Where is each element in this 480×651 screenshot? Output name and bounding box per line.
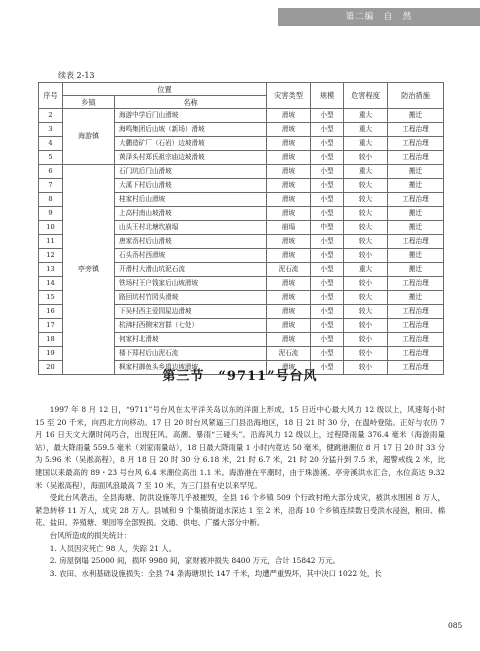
danger-cell: 重大 [344, 123, 388, 137]
scale-cell: 小型 [311, 305, 344, 319]
name-cell: 黄泽头村郑氏祖宗庙边坡滑坡 [115, 151, 267, 165]
hazard-table [38, 82, 444, 375]
scale-cell: 小型 [311, 347, 344, 361]
name-cell: 石门坑后门山滑坡 [115, 165, 267, 179]
name-cell: 唐家岙村后山滑坡 [115, 235, 267, 249]
name-cell: 大鹏造矿厂（石岩）边坡滑坡 [115, 137, 267, 151]
scale-cell: 中型 [311, 221, 344, 235]
danger-cell: 较小 [344, 151, 388, 165]
measure-cell: 工程治理 [388, 361, 444, 375]
scale-cell: 小型 [311, 207, 344, 221]
type-cell: 滑坡 [267, 109, 311, 123]
measure-cell: 工程治理 [388, 347, 444, 361]
danger-cell: 较小 [344, 347, 388, 361]
type-cell: 滑坡 [267, 333, 311, 347]
header-location: 位置 [63, 83, 267, 96]
scale-cell: 小型 [311, 319, 344, 333]
seq-cell: 3 [39, 123, 63, 137]
name-cell: 海游中学后门山滑坡 [115, 109, 267, 123]
danger-cell: 重大 [344, 165, 388, 179]
measure-cell: 搬迁 [388, 165, 444, 179]
measure-cell: 工程治理 [388, 333, 444, 347]
type-cell: 滑坡 [267, 123, 311, 137]
name-cell: 开滑村大滑山坑泥石流 [115, 263, 267, 277]
danger-cell: 较大 [344, 235, 388, 249]
name-cell: 杭沸村西侧宋宫群（七处） [115, 319, 267, 333]
measure-cell: 搬迁 [388, 207, 444, 221]
name-cell: 路回坑村竹园头滑坡 [115, 291, 267, 305]
seq-cell: 6 [39, 165, 63, 179]
scale-cell: 小型 [311, 151, 344, 165]
town-cell: 亭旁镇 [63, 165, 115, 375]
name-cell: 下吴村西主爱园屋边滑坡 [115, 305, 267, 319]
measure-cell: 工程治理 [388, 319, 444, 333]
scale-cell: 小型 [311, 249, 344, 263]
seq-cell: 11 [39, 235, 63, 249]
measure-cell: 工程治理 [388, 151, 444, 165]
measure-cell: 搬迁 [388, 263, 444, 277]
name-cell: 海鸣集团后山坡（新场）滑坡 [115, 123, 267, 137]
seq-cell: 20 [39, 361, 63, 375]
danger-cell: 较大 [344, 179, 388, 193]
paragraph: 受此台风袭击，全县海塘、防洪设施等几乎被摧毁，全县 16 个乡镇 509 个行政村绝大部分成灾，被洪水围困 8 万人，紧急转移 11 万人，成灾 28 万人。县城和 9 个集镇街道水深达 1 至 2 米，沿海 10 个乡镇连续数日受洪水浸泡，粮田、棉花、盐田、养殖塘、果园等全部毁损。交通、供电、广播大部分中断。 [35, 493, 445, 528]
scale-cell: 小型 [311, 235, 344, 249]
danger-cell: 较小 [344, 333, 388, 347]
danger-cell: 较小 [344, 361, 388, 375]
measure-cell: 工程治理 [388, 235, 444, 249]
type-cell: 滑坡 [267, 137, 311, 151]
type-cell: 泥石流 [267, 263, 311, 277]
paragraph: 台风所造成的损失统计： [49, 530, 132, 540]
seq-cell: 7 [39, 179, 63, 193]
scale-cell: 小型 [311, 179, 344, 193]
seq-cell: 2 [39, 109, 63, 123]
name-cell: 何家村北滑坡 [115, 333, 267, 347]
seq-cell: 4 [39, 137, 63, 151]
seq-cell: 16 [39, 305, 63, 319]
scale-cell: 小型 [311, 291, 344, 305]
seq-cell: 19 [39, 347, 63, 361]
danger-cell: 较小 [344, 319, 388, 333]
scale-cell: 小型 [311, 137, 344, 151]
name-cell: 桂家村后山滑坡 [115, 193, 267, 207]
type-cell: 滑坡 [267, 165, 311, 179]
type-cell: 滑坡 [267, 151, 311, 165]
header-measure: 防治措施 [388, 83, 444, 109]
table-label: 续表 2-13 [58, 71, 95, 80]
town-cell: 海游镇 [63, 109, 115, 165]
scale-cell: 小型 [311, 165, 344, 179]
type-cell: 滑坡 [267, 235, 311, 249]
measure-cell: 搬迁 [388, 249, 444, 263]
type-cell: 滑坡 [267, 179, 311, 193]
danger-cell: 较大 [344, 305, 388, 319]
measure-cell: 搬迁 [388, 179, 444, 193]
type-cell: 滑坡 [267, 249, 311, 263]
danger-cell: 较大 [344, 221, 388, 235]
type-cell: 滑坡 [267, 193, 311, 207]
name-cell: 山头王村北塘坎崩塌 [115, 221, 267, 235]
name-cell: 楼下郑村后山泥石流 [115, 347, 267, 361]
running-header: 第二编 自 然 [278, 8, 480, 26]
table-row [39, 109, 444, 123]
type-cell: 滑坡 [267, 361, 311, 375]
paragraph: 1997 年 8 月 12 日，“9711”号台风在太平洋关岛以东的洋面上形成，15 日近中心最大风力 12 级以上，风速每小时 15 至 20 千米，向西北方向移动。17 日 20 时台风紧逼三门县沿海地区，18 日 21 时 30 分，在温岭登陆。正好与农历 7 月 16 日天文大潮时间巧合，出现狂风、高潮、暴雨“三碰头”。沿海风力 12 级以上，过程降雨量 376.4 毫米（海游雨量站），最大降雨量 559.5 毫米（刘家雨量站），18 日最大降雨量 1 小时内竟达 50 毫米，健跳港潮位 8 月 17 日 20 时 33 分为 5.96 米（吴淞高程），8 月 18 日 20 时 30 分 6.18 米，21 时 6.7 米，21 时 20 分猛升到 7.5 米，超警戒线 2 米，比建国以来最高的 89・23 号台风 6.4 米潮位高出 1.1 米。海游港在平潮时，由于珠游溪、亭旁溪洪水汇合，水位高达 9.32 米（吴淞高程），海面风浪最高 7 至 10 米，为三门县有史以来罕见。 [35, 405, 445, 490]
type-cell: 滑坡 [267, 305, 311, 319]
name-cell: 石头岙村西滑坡 [115, 249, 267, 263]
scale-cell: 小型 [311, 123, 344, 137]
scale-cell: 小型 [311, 263, 344, 277]
paragraph: 2. 房屋倒塌 25000 间，损坏 9980 间，家财被冲损失 8400 万元，合计 15842 万元。 [49, 556, 341, 566]
scale-cell: 小型 [311, 193, 344, 207]
header-scale: 规模 [311, 83, 344, 109]
measure-cell: 工程治理 [388, 305, 444, 319]
header-seq: 序号 [39, 83, 63, 109]
name-cell: 上高村南山坡滑坡 [115, 207, 267, 221]
seq-cell: 14 [39, 277, 63, 291]
scale-cell: 小型 [311, 333, 344, 347]
paragraph: 3. 农田、水利基础设施损失：全县 74 条海塘坝长 147 千米，均遭严重毁坏，其中决口 1022 处，长 [49, 568, 382, 578]
header-name: 名称 [115, 96, 267, 109]
section-title: 第三节 “9711”号台风 [162, 369, 318, 384]
scale-cell: 小型 [311, 109, 344, 123]
type-cell: 滑坡 [267, 291, 311, 305]
type-cell: 崩塌 [267, 221, 311, 235]
scale-cell: 小型 [311, 361, 344, 375]
seq-cell: 13 [39, 263, 63, 277]
seq-cell: 9 [39, 207, 63, 221]
measure-cell: 工程治理 [388, 137, 444, 151]
danger-cell: 较小 [344, 277, 388, 291]
body-text [35, 404, 445, 580]
type-cell: 滑坡 [267, 207, 311, 221]
danger-cell: 较大 [344, 291, 388, 305]
paragraph: 1. 人员因灾死亡 98 人，失踪 21 人。 [49, 543, 177, 553]
header-danger: 危害程度 [344, 83, 388, 109]
seq-cell: 5 [39, 151, 63, 165]
header-town: 乡镇 [63, 96, 115, 109]
measure-cell: 搬迁 [388, 291, 444, 305]
measure-cell: 搬迁 [388, 109, 444, 123]
table-row [39, 165, 444, 179]
page-number: 085 [448, 621, 463, 630]
danger-cell: 较大 [344, 207, 388, 221]
danger-cell: 重大 [344, 263, 388, 277]
type-cell: 泥石流 [267, 347, 311, 361]
danger-cell: 较小 [344, 249, 388, 263]
seq-cell: 18 [39, 333, 63, 347]
measure-cell: 工程治理 [388, 193, 444, 207]
name-cell: 大溪下村后山滑坡 [115, 179, 267, 193]
danger-cell: 较大 [344, 193, 388, 207]
table-body [39, 109, 444, 375]
scale-cell: 小型 [311, 277, 344, 291]
seq-cell: 15 [39, 291, 63, 305]
type-cell: 滑坡 [267, 277, 311, 291]
seq-cell: 12 [39, 249, 63, 263]
seq-cell: 17 [39, 319, 63, 333]
measure-cell: 工程治理 [388, 123, 444, 137]
danger-cell: 重大 [344, 137, 388, 151]
name-cell: 铁场村王户钱家后山坡滑坡 [115, 277, 267, 291]
measure-cell: 搬迁 [388, 221, 444, 235]
measure-cell: 工程治理 [388, 277, 444, 291]
seq-cell: 10 [39, 221, 63, 235]
name-cell: 枫家村御鱼头乡道边坡滑坡 [115, 361, 267, 375]
header-type: 灾害类型 [267, 83, 311, 109]
danger-cell: 重大 [344, 109, 388, 123]
type-cell: 滑坡 [267, 319, 311, 333]
seq-cell: 8 [39, 193, 63, 207]
